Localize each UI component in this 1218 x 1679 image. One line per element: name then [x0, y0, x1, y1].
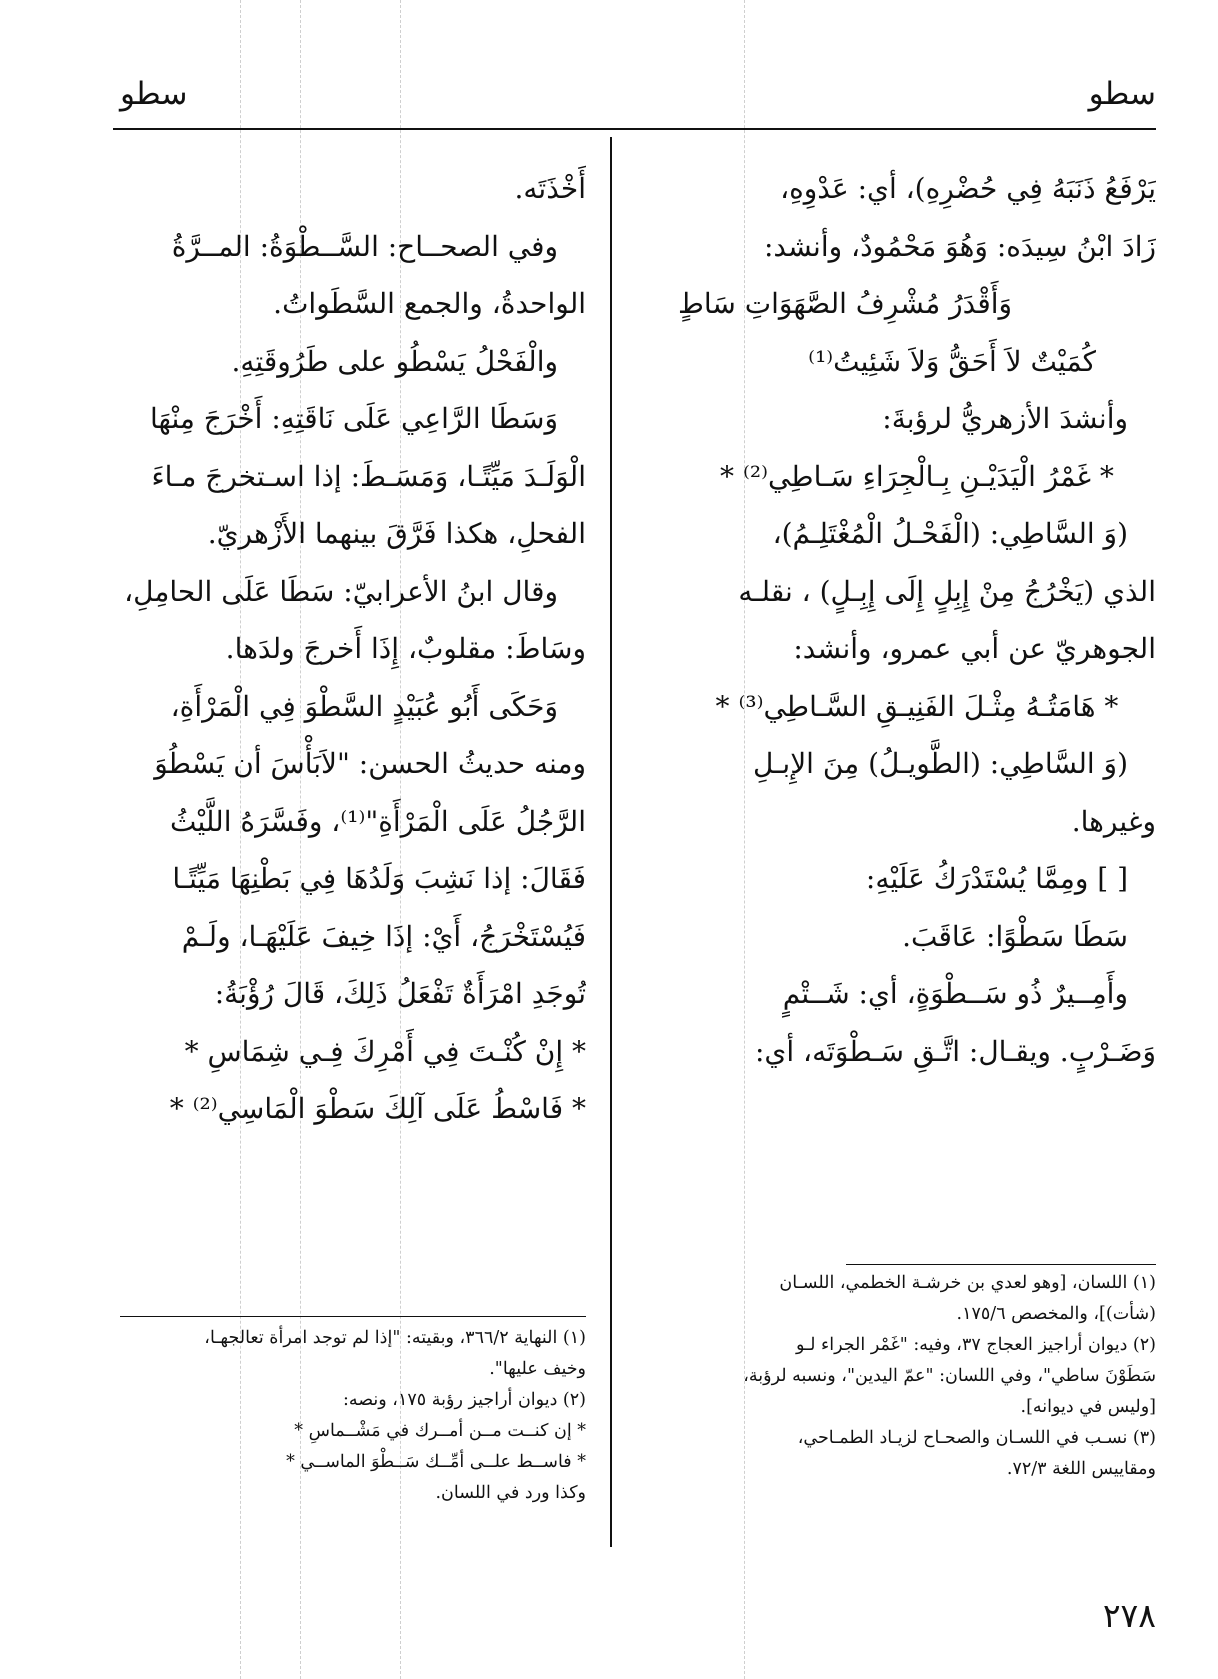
footnote-line: (٢) ديوان أراجيز العجاج ٣٧، وفيه: "غَمْر الجراء لـو: [795, 1335, 1156, 1355]
verse-line: * هَامَتُـهُ مِثْـلَ الفَنِيـقِ السَّـاطِي⁽³⁾ *: [715, 689, 1119, 723]
footnote-line: (٢) ديوان أراجيز رؤبة ١٧٥، ونصه:: [342, 1390, 586, 1410]
text-line: فَقَالَ: إذا نَشِبَ وَلَدُهَا فِي بَطْنِهَا مَيِّتًـا: [172, 862, 586, 895]
text-line: [ ] ومِمَّا يُسْتَدْرَكُ عَلَيْهِ:: [865, 862, 1128, 895]
text-line: (وَ السَّاطِي: (الطَّويـلُ) مِنَ الإِبـلِ: [753, 747, 1128, 780]
footnote-line: (٣) نسـب في اللسـان والصحـاح لزيـاد الطمـاحي،: [797, 1428, 1156, 1448]
text-line: أَخْذَتَه.: [514, 172, 586, 205]
footnotes-right: [678, 1268, 1156, 1485]
footnote-line: (شأت)]، والمخصص ١٧٥/٦.: [956, 1304, 1156, 1324]
text-line: زَادَ ابْنُ سِيدَه: وَهُوَ مَحْمُودٌ، وأنشد:: [763, 229, 1156, 263]
text-line: الذي (يَخْرُجُ مِنْ إِبِلٍ إِلَى إِبِـلٍ) ، نقلـه: [738, 574, 1156, 608]
text-line: الجوهريّ عن أبي عمرو، وأنشد:: [793, 632, 1156, 665]
text-line: وأنشدَ الأزهريُّ لرؤبةَ:: [882, 402, 1128, 435]
text-line: تُوجَدِ امْرَأَةٌ تَفْعَلُ ذَلِكَ، قَالَ رُؤْبَةُ:: [214, 977, 586, 1010]
text-line: الفحلِ، هكذا فَرَّقَ بينهما الأَزْهريّ.: [207, 517, 586, 550]
left-column: [120, 160, 586, 1138]
footnote-line: (١) اللسان، [وهو لعدي بن خرشـة الخطمي، اللسـان: [779, 1273, 1156, 1293]
right-column: [678, 160, 1156, 1080]
footnote-rule: [846, 1264, 1156, 1265]
text-line: الواحدةُ، والجمع السَّطَواتُ.: [273, 287, 586, 320]
verse-line: * غَمْرُ الْيَدَيْـنِ بِـالْجِرَاءِ سَـاطِي⁽²⁾ *: [720, 459, 1114, 493]
footnote-line: [وليس في ديوانه].: [1020, 1397, 1156, 1417]
text-line: وقال ابنُ الأعرابيّ: سَطَا عَلَى الحامِلِ،: [124, 574, 558, 608]
running-header-left: سطو: [120, 76, 188, 112]
footnote-line: ومقاييس اللغة ٧٢/٣.: [1006, 1459, 1156, 1479]
page-number: ٢٧٨: [1102, 1596, 1156, 1635]
verse-line: كُمَيْتٌ لاَ أَحَقُّ وَلاَ شَئِيتُ⁽¹⁾: [808, 344, 1096, 378]
verse-line: وَأَقْدَرُ مُشْرِفُ الصَّهَوَاتِ سَاطٍ: [678, 287, 1013, 320]
text-line: سَطَا سَطْوًا: عَاقَبَ.: [902, 919, 1128, 953]
text-line: يَرْفَعُ ذَنَبَهُ فِي حُضْرِهِ)، أي: عَدْوِهِ،: [780, 172, 1156, 205]
text-line: الرَّجُلُ عَلَى الْمَرْأَةِ"⁽¹⁾، وفَسَّرَهُ اللَّيْثُ: [169, 804, 586, 838]
text-line: وَسَطَا الرَّاعِي عَلَى نَاقَتِهِ: أَخْرَجَ مِنْهَا: [150, 402, 558, 435]
footnote-line: وخيف عليها".: [489, 1359, 586, 1379]
text-line: الْوَلَـدَ مَيِّتًـا، وَمَسَـطَ: إذا اسـتخرجَ مـاءَ: [151, 459, 586, 493]
text-line: ومنه حديثُ الحسن: "لاَبَأْسَ أن يَسْطُوَ: [154, 747, 586, 780]
column-divider: [610, 137, 612, 1547]
running-header-right: سطو: [1088, 76, 1156, 112]
text-line: وأَمِــيرٌ ذُو سَــطْوَةٍ، أي: شَــتْمٍ: [782, 977, 1128, 1010]
header-rule: [113, 128, 1156, 130]
verse-line: * إِنْ كُنْـتَ فِي أَمْرِكَ فِـي شِمَاسِ *: [184, 1034, 586, 1068]
text-line: وفي الصحــاح: السَّــطْوَةُ: المــرَّةُ: [171, 229, 558, 263]
text-line: وغيرها.: [1071, 804, 1156, 838]
text-line: وسَاطَ: مقلوبٌ، إِذَا أَخرجَ ولدَها.: [225, 632, 586, 665]
verse-line: * فَاسْطُ عَلَى آلِكَ سَطْوَ الْمَاسِي⁽²⁾ *: [169, 1092, 586, 1125]
text-line: (وَ السَّاطِي: (الْفَحْـلُ الْمُغْتَلِـمُ)،: [772, 517, 1128, 550]
footnote-line: سَطَوْنَ ساطي"، وفي اللسان: "عمّ اليدين"، ونسبه لرؤبة،: [743, 1366, 1156, 1386]
text-line: والْفَحْلُ يَسْطُو على طَرُوقَتِهِ.: [231, 344, 558, 378]
text-line: وَضَـرْبٍ. ويقـال: اتَّـقِ سَـطْوَتَه، أي:: [755, 1034, 1156, 1068]
footnote-line: وكذا ورد في اللسان.: [435, 1483, 586, 1503]
text-line: وَحَكَى أَبُو عُبَيْدٍ السَّطْوَ فِي الْمَرْأَةِ،: [170, 689, 558, 723]
footnote-line: * إن كنــت مــن أمــرك في مَشْــماسِ *: [294, 1421, 586, 1441]
footnote-line: (١) النهاية ٣٦٦/٢، وبقيته: "إذا لم توجد امرأة تعالجهـا،: [204, 1328, 586, 1348]
footnote-rule: [120, 1316, 586, 1317]
footnote-line: * فاســط علــى أمِّــك سَــطْوَ الماســي *: [286, 1452, 586, 1472]
text-line: فَيُسْتَخْرَجُ، أَيْ: إذَا خِيفَ عَلَيْهَـا، ولَـمْ: [181, 919, 586, 953]
footnotes-left: [120, 1316, 586, 1509]
